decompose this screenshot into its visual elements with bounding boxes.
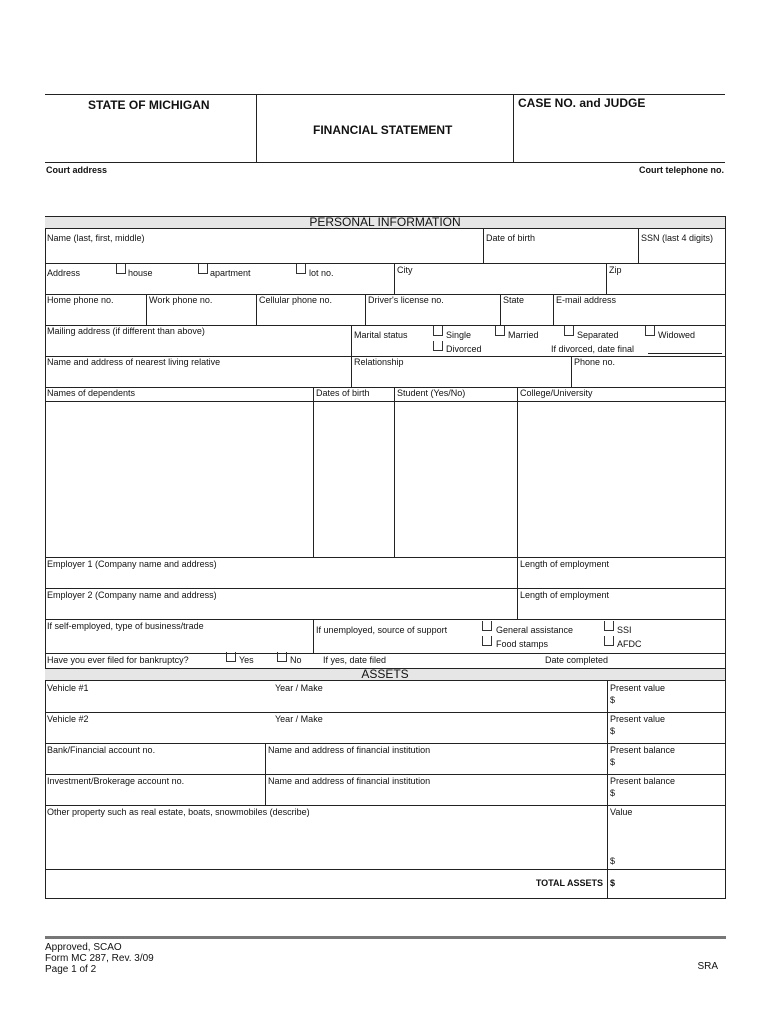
total-assets-dollar: $	[610, 878, 616, 888]
divider	[607, 681, 608, 899]
rule	[45, 263, 725, 264]
bank-account-label: Bank/Financial account no.	[47, 745, 156, 755]
vehicle2-year-make-label: Year / Make	[275, 714, 323, 724]
rule	[45, 743, 725, 744]
vehicle2-value-label: Present value	[610, 714, 666, 724]
lot-label: lot no.	[309, 268, 334, 278]
apartment-checkbox[interactable]	[198, 264, 208, 274]
length-employment1-label: Length of employment	[520, 559, 610, 569]
rule	[45, 588, 725, 589]
divider	[365, 294, 366, 325]
rule	[45, 774, 725, 775]
separated-checkbox[interactable]	[564, 326, 574, 336]
case-no-label: CASE NO. and JUDGE	[518, 96, 646, 110]
divorce-date-line[interactable]	[648, 353, 722, 354]
rule	[45, 653, 725, 654]
rule	[45, 805, 725, 806]
vehicle1-dollar: $	[610, 695, 616, 705]
phone-label: Phone no.	[574, 357, 616, 367]
bankruptcy-yes-label: Yes	[239, 655, 254, 665]
approved-text: Approved, SCAO	[45, 942, 122, 953]
widowed-checkbox[interactable]	[645, 326, 655, 336]
divider	[394, 263, 395, 294]
court-address-label: Court address	[46, 165, 108, 175]
investment-dollar: $	[610, 788, 616, 798]
afdc-checkbox[interactable]	[604, 636, 614, 646]
rule	[45, 619, 725, 620]
divider	[313, 387, 314, 557]
ssi-checkbox[interactable]	[604, 621, 614, 631]
footer-rule	[45, 936, 726, 939]
ssn-label: SSN (last 4 digits)	[641, 233, 714, 243]
general-assistance-checkbox[interactable]	[482, 621, 492, 631]
divider	[483, 229, 484, 263]
drivers-license-label: Driver's license no.	[368, 295, 444, 305]
other-property-dollar: $	[610, 856, 616, 866]
vehicle1-label: Vehicle #1	[47, 683, 89, 693]
married-checkbox[interactable]	[495, 326, 505, 336]
student-label: Student (Yes/No)	[397, 388, 466, 398]
divider	[313, 619, 314, 653]
college-label: College/University	[520, 388, 593, 398]
divider	[638, 229, 639, 263]
divider	[606, 263, 607, 294]
afdc-label: AFDC	[617, 639, 642, 649]
divorced-checkbox[interactable]	[433, 341, 443, 351]
divider	[500, 294, 501, 325]
investment-balance-label: Present balance	[610, 776, 676, 786]
city-label: City	[397, 265, 413, 275]
header-top-rule	[45, 94, 725, 95]
other-property-value-label: Value	[610, 807, 633, 817]
rule	[45, 387, 725, 388]
header-bottom-rule	[45, 162, 725, 163]
dependents-dob-label: Dates of birth	[316, 388, 370, 398]
address-label: Address	[47, 268, 81, 278]
state-title: STATE OF MICHIGAN	[88, 98, 210, 112]
divider	[256, 294, 257, 325]
form-title: FINANCIAL STATEMENT	[313, 123, 453, 137]
bank-balance-label: Present balance	[610, 745, 676, 755]
zip-label: Zip	[609, 265, 622, 275]
bankruptcy-no-checkbox[interactable]	[277, 652, 287, 662]
divider	[571, 356, 572, 387]
personal-info-header: PERSONAL INFORMATION	[45, 216, 725, 229]
divider	[394, 387, 395, 557]
state-label: State	[503, 295, 525, 305]
lot-checkbox[interactable]	[296, 264, 306, 274]
house-checkbox[interactable]	[116, 264, 126, 274]
bank-dollar: $	[610, 757, 616, 767]
bankruptcy-date-label: If yes, date filed	[323, 655, 387, 665]
single-checkbox[interactable]	[433, 326, 443, 336]
employer2-label: Employer 2 (Company name and address)	[47, 590, 217, 600]
rule	[45, 401, 725, 402]
divider	[553, 294, 554, 325]
self-employed-label: If self-employed, type of business/trade	[47, 621, 204, 631]
cell-phone-label: Cellular phone no.	[259, 295, 333, 305]
investment-account-label: Investment/Brokerage account no.	[47, 776, 185, 786]
relationship-label: Relationship	[354, 357, 404, 367]
marital-status-label: Marital status	[354, 330, 408, 340]
other-property-label: Other property such as real estate, boats, snowmobiles (describe)	[47, 807, 310, 817]
form-number: Form MC 287, Rev. 3/09	[45, 953, 154, 964]
unemployed-label: If unemployed, source of support	[316, 625, 448, 635]
rule	[45, 557, 725, 558]
court-phone-label: Court telephone no.	[639, 165, 724, 175]
rule	[45, 869, 725, 870]
bank-institution-label: Name and address of financial institution	[268, 745, 431, 755]
length-employment2-label: Length of employment	[520, 590, 610, 600]
bankruptcy-no-label: No	[290, 655, 302, 665]
dependents-label: Names of dependents	[47, 388, 136, 398]
total-assets-label: TOTAL ASSETS	[535, 878, 603, 888]
vehicle2-label: Vehicle #2	[47, 714, 89, 724]
divider	[517, 588, 518, 619]
house-label: house	[128, 268, 153, 278]
sra-label: SRA	[697, 961, 718, 972]
single-label: Single	[446, 330, 472, 340]
vehicle1-value-label: Present value	[610, 683, 666, 693]
bankruptcy-yes-checkbox[interactable]	[226, 652, 236, 662]
employer1-label: Employer 1 (Company name and address)	[47, 559, 217, 569]
apartment-label: apartment	[210, 268, 251, 278]
bankruptcy-label: Have you ever filed for bankruptcy?	[47, 655, 189, 665]
divorce-date-label: If divorced, date final	[551, 344, 635, 354]
date-completed-label: Date completed	[545, 655, 609, 665]
separated-label: Separated	[577, 330, 619, 340]
divorced-label: Divorced	[446, 344, 482, 354]
vehicle2-dollar: $	[610, 726, 616, 736]
general-assistance-label: General assistance	[496, 625, 574, 635]
header-divider-right	[513, 94, 514, 162]
widowed-label: Widowed	[658, 330, 696, 340]
rule	[45, 712, 725, 713]
ssi-label: SSI	[617, 625, 632, 635]
name-label: Name (last, first, middle)	[47, 233, 145, 243]
dob-label: Date of birth	[486, 233, 536, 243]
page-number: Page 1 of 2	[45, 964, 97, 975]
mailing-address-label: Mailing address (if different than above)	[47, 326, 205, 336]
home-phone-label: Home phone no.	[47, 295, 114, 305]
assets-header: ASSETS	[45, 668, 725, 681]
email-label: E-mail address	[556, 295, 617, 305]
investment-institution-label: Name and address of financial institution	[268, 776, 431, 786]
work-phone-label: Work phone no.	[149, 295, 213, 305]
food-stamps-label: Food stamps	[496, 639, 549, 649]
relative-label: Name and address of nearest living relative	[47, 357, 221, 367]
divider	[146, 294, 147, 325]
vehicle1-year-make-label: Year / Make	[275, 683, 323, 693]
food-stamps-checkbox[interactable]	[482, 636, 492, 646]
married-label: Married	[508, 330, 539, 340]
header-divider-left	[256, 94, 257, 162]
